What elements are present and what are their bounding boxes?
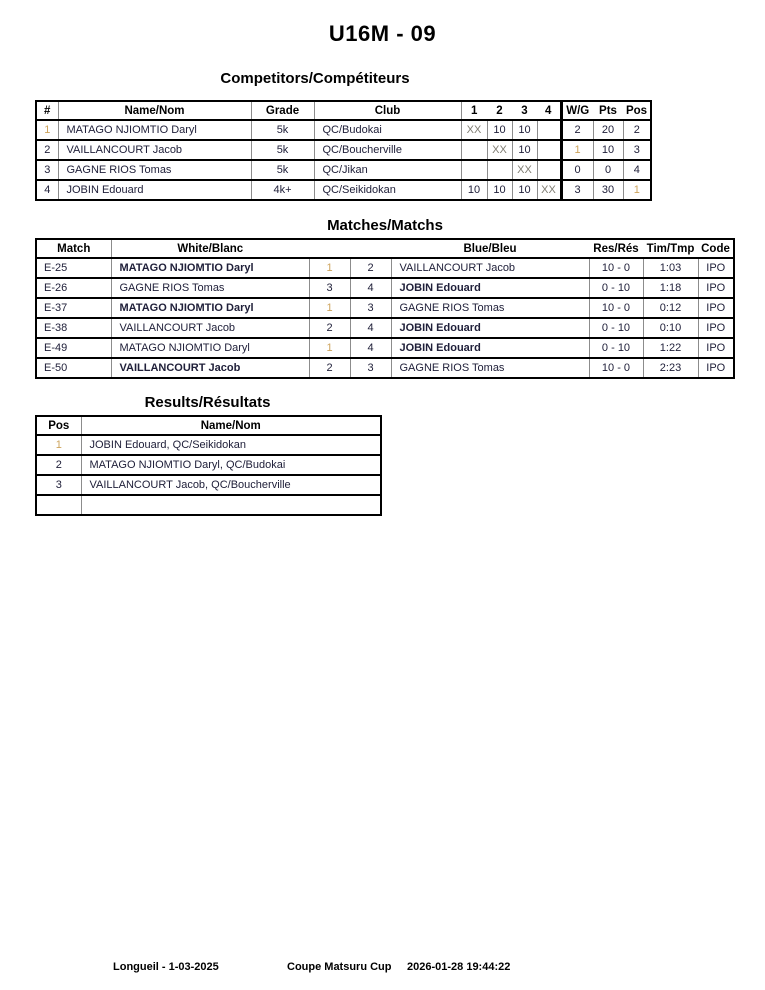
match-id: E-37 — [44, 302, 68, 314]
header-blue-number — [350, 239, 391, 258]
blue-competitor: JOBIN Edouard — [391, 318, 589, 338]
score-vs-3: XX — [512, 160, 537, 180]
competitors-header-row — [36, 101, 651, 120]
match-result: 0 - 10 — [589, 338, 643, 358]
blue-competitor: JOBIN Edouard — [391, 338, 589, 358]
header-wins: W/G — [561, 101, 593, 120]
blue-number: 2 — [350, 258, 391, 278]
blue-competitor: GAGNE RIOS Tomas — [391, 298, 589, 318]
match-row — [36, 318, 734, 338]
competitor-club: QC/Boucherville — [314, 140, 461, 160]
match-id: E-49 — [44, 342, 68, 354]
competitor-wins: 0 — [561, 160, 593, 180]
score-vs-4: XX — [537, 180, 561, 200]
blue-number: 3 — [350, 298, 391, 318]
blue-number: 4 — [350, 318, 391, 338]
match-code: IPO — [698, 338, 734, 358]
result-position: 3 — [55, 479, 62, 491]
competitor-grade: 5k — [251, 160, 314, 180]
score-vs-1: 10 — [461, 180, 487, 200]
blue-competitor: GAGNE RIOS Tomas — [391, 358, 589, 378]
competitor-club: QC/Seikidokan — [314, 180, 461, 200]
competitor-points: 20 — [593, 120, 623, 140]
score-vs-1 — [461, 160, 487, 180]
page-title: U16M - 09 — [328, 21, 437, 46]
result-position: 2 — [55, 459, 62, 471]
match-id: E-25 — [44, 262, 68, 274]
match-code: IPO — [698, 278, 734, 298]
header-code: Code — [701, 242, 730, 255]
competitor-points: 10 — [593, 140, 623, 160]
result-name: VAILLANCOURT Jacob, QC/Boucherville — [81, 475, 381, 495]
score-vs-4 — [537, 140, 561, 160]
header-opponent-4: 4 — [545, 104, 552, 117]
white-number: 1 — [309, 338, 350, 358]
match-result: 0 - 10 — [589, 318, 643, 338]
match-code: IPO — [698, 298, 734, 318]
header-match: Match — [57, 242, 91, 255]
competitor-grade: 5k — [251, 120, 314, 140]
match-row — [36, 278, 734, 298]
header-name: Name/Nom — [81, 416, 381, 435]
competitor-name: JOBIN Edouard — [58, 180, 251, 200]
score-vs-4 — [537, 160, 561, 180]
match-time: 1:03 — [643, 258, 698, 278]
score-vs-2: 10 — [487, 180, 512, 200]
competitor-grade: 5k — [251, 140, 314, 160]
match-id: E-26 — [44, 282, 68, 294]
competitor-points: 30 — [593, 180, 623, 200]
footer-location-date: Longueil - 1-03-2025 — [113, 961, 219, 973]
competitor-name: GAGNE RIOS Tomas — [58, 160, 251, 180]
competitor-position: 1 — [623, 180, 651, 200]
white-competitor: VAILLANCOURT Jacob — [111, 318, 309, 338]
blue-competitor: VAILLANCOURT Jacob — [391, 258, 589, 278]
score-vs-1 — [461, 140, 487, 160]
result-name — [81, 495, 381, 515]
header-club: Club — [314, 101, 461, 120]
results-table — [35, 415, 382, 516]
competitor-club: QC/Budokai — [314, 120, 461, 140]
result-position: 1 — [55, 439, 62, 451]
white-competitor: VAILLANCOURT Jacob — [111, 358, 309, 378]
competitor-points: 0 — [593, 160, 623, 180]
score-vs-3: 10 — [512, 180, 537, 200]
white-number: 1 — [309, 258, 350, 278]
competitor-wins: 1 — [561, 140, 593, 160]
match-row — [36, 338, 734, 358]
results-section-title: Results/Résultats — [144, 394, 271, 411]
match-id: E-50 — [44, 362, 68, 374]
competitor-number: 1 — [44, 124, 51, 136]
competitor-number: 3 — [44, 164, 51, 176]
result-row — [36, 475, 381, 495]
competitor-number: 2 — [44, 144, 51, 156]
blue-number: 3 — [350, 358, 391, 378]
match-result: 10 - 0 — [589, 258, 643, 278]
header-opponent-2: 2 — [496, 104, 503, 117]
score-vs-2 — [487, 160, 512, 180]
result-position — [36, 495, 81, 515]
white-number: 2 — [309, 358, 350, 378]
match-time: 0:12 — [643, 298, 698, 318]
matches-table — [35, 238, 735, 379]
white-competitor: GAGNE RIOS Tomas — [111, 278, 309, 298]
competitor-name: MATAGO NJIOMTIO Daryl — [58, 120, 251, 140]
competitor-row — [36, 160, 651, 180]
match-row — [36, 298, 734, 318]
competitor-wins: 3 — [561, 180, 593, 200]
score-vs-3: 10 — [512, 120, 537, 140]
match-time: 2:23 — [643, 358, 698, 378]
competitor-grade: 4k+ — [251, 180, 314, 200]
footer-event-name: Coupe Matsuru Cup — [287, 961, 392, 973]
competitor-wins: 2 — [561, 120, 593, 140]
competitor-row — [36, 140, 651, 160]
header-white-number — [309, 239, 350, 258]
result-name: MATAGO NJIOMTIO Daryl, QC/Budokai — [81, 455, 381, 475]
matches-section-title: Matches/Matchs — [327, 217, 443, 234]
competitor-row — [36, 180, 651, 200]
result-name: JOBIN Edouard, QC/Seikidokan — [81, 435, 381, 455]
match-time: 1:18 — [643, 278, 698, 298]
competitors-table — [35, 100, 652, 201]
match-time: 1:22 — [643, 338, 698, 358]
matches-header-row — [36, 239, 734, 258]
competitor-position: 4 — [623, 160, 651, 180]
score-vs-4 — [537, 120, 561, 140]
footer-timestamp: 2026-01-28 19:44:22 — [407, 961, 511, 973]
result-row — [36, 435, 381, 455]
match-row — [36, 258, 734, 278]
white-number: 1 — [309, 298, 350, 318]
competitor-club: QC/Jikan — [314, 160, 461, 180]
match-result: 0 - 10 — [589, 278, 643, 298]
white-number: 2 — [309, 318, 350, 338]
header-opponent-3: 3 — [521, 104, 528, 117]
competitors-section-title: Competitors/Compétiteurs — [220, 70, 410, 87]
score-vs-1: XX — [461, 120, 487, 140]
blue-number: 4 — [350, 338, 391, 358]
header-position: Pos — [625, 104, 648, 117]
header-result: Res/Rés — [593, 242, 639, 255]
match-code: IPO — [698, 258, 734, 278]
score-vs-2: XX — [487, 140, 512, 160]
score-vs-3: 10 — [512, 140, 537, 160]
competitor-number: 4 — [44, 184, 51, 196]
result-row — [36, 455, 381, 475]
white-competitor: MATAGO NJIOMTIO Daryl — [111, 298, 309, 318]
match-code: IPO — [698, 318, 734, 338]
match-id: E-38 — [44, 322, 68, 334]
white-number: 3 — [309, 278, 350, 298]
result-row — [36, 495, 381, 515]
header-blue: Blue/Bleu — [463, 242, 517, 255]
header-number: # — [44, 104, 51, 117]
match-code: IPO — [698, 358, 734, 378]
competitor-position: 3 — [623, 140, 651, 160]
header-grade: Grade — [251, 101, 314, 120]
header-position: Pos — [48, 419, 70, 432]
match-row — [36, 358, 734, 378]
match-result: 10 - 0 — [589, 358, 643, 378]
header-opponent-1: 1 — [461, 101, 487, 120]
match-time: 0:10 — [643, 318, 698, 338]
results-header-row — [36, 416, 381, 435]
match-result: 10 - 0 — [589, 298, 643, 318]
header-time: Tim/Tmp — [646, 242, 695, 255]
blue-number: 4 — [350, 278, 391, 298]
header-white: White/Blanc — [111, 239, 309, 258]
competitor-name: VAILLANCOURT Jacob — [58, 140, 251, 160]
blue-competitor: JOBIN Edouard — [391, 278, 589, 298]
white-competitor: MATAGO NJIOMTIO Daryl — [111, 338, 309, 358]
header-points: Pts — [599, 104, 617, 117]
header-name: Name/Nom — [58, 101, 251, 120]
score-vs-2: 10 — [487, 120, 512, 140]
competitor-row — [36, 120, 651, 140]
white-competitor: MATAGO NJIOMTIO Daryl — [111, 258, 309, 278]
competitor-position: 2 — [623, 120, 651, 140]
